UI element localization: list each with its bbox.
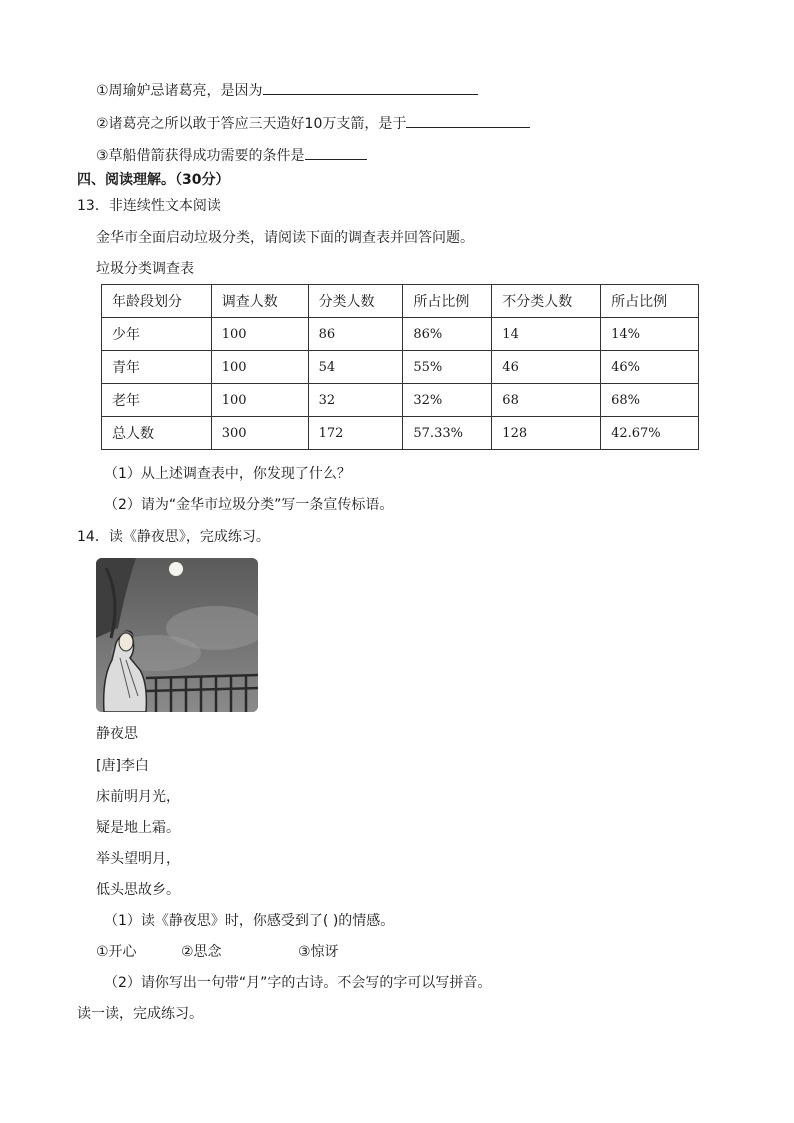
poem-line: 举头望明月， [96, 851, 180, 867]
table-row [102, 351, 699, 384]
table-cell: 100 [211, 318, 308, 351]
table-row [102, 384, 699, 417]
table-header-cell: 不分类人数 [492, 285, 601, 318]
table-header-cell: 所占比例 [601, 285, 699, 318]
table-cell: 46 [492, 351, 601, 384]
q13-heading [77, 196, 221, 216]
q13-sub-question-2: （2）请为“金华市垃圾分类”写一条宣传标语。 [104, 497, 394, 513]
table-cell: 14 [492, 318, 601, 351]
table-cell: 14% [601, 318, 699, 351]
table-row [102, 417, 699, 450]
table-cell: 55% [403, 351, 492, 384]
table-cell: 68 [492, 384, 601, 417]
table-cell: 32 [308, 384, 403, 417]
table-cell: 46% [601, 351, 699, 384]
poem-author: [唐]李白 [96, 758, 149, 774]
table-cell: 128 [492, 417, 601, 450]
table-cell: 42.67% [601, 417, 699, 450]
q14-heading [77, 527, 270, 547]
table-cell: 100 [211, 384, 308, 417]
q14-option-3[interactable]: ③惊讶 [298, 944, 339, 960]
poem-line: 低头思故乡。 [96, 882, 180, 898]
q12-item-2 [96, 113, 530, 134]
table-cell: 172 [308, 417, 403, 450]
question-title: 非连续性文本阅读 [108, 198, 221, 214]
q14-sub-question-2: （2）请你写出一句带“月”字的古诗。不会写的字可以写拼音。 [104, 975, 492, 991]
poet-moonlight-image [96, 558, 258, 712]
q13-intro: 金华市全面启动垃圾分类，请阅读下面的调查表并回答问题。 [96, 230, 474, 246]
q14-option-1[interactable]: ①开心 [96, 944, 137, 960]
footer-instruction: 读一读，完成练习。 [77, 1006, 203, 1022]
q14-sub-question-1: （1）读《静夜思》时，你感受到了( )的情感。 [104, 913, 395, 929]
q12-item-3-text: ③草船借箭获得成功需要的条件是 [96, 148, 305, 164]
table-row [102, 318, 699, 351]
question-title: 读《静夜思》，完成练习。 [108, 529, 270, 545]
table-header-cell: 分类人数 [308, 285, 403, 318]
poem-line: 床前明月光， [96, 789, 180, 805]
table-cell: 57.33% [403, 417, 492, 450]
answer-blank[interactable] [406, 113, 530, 128]
table-title: 垃圾分类调查表 [96, 261, 194, 277]
poem-line: 疑是地上霜。 [96, 820, 180, 836]
table-header-row [102, 285, 699, 318]
q13-sub-question-1: （1）从上述调查表中，你发现了什么？ [104, 466, 351, 482]
q12-item-2-text: ②诸葛亮之所以敢于答应三天造好10万支箭，是于 [96, 116, 407, 132]
question-number: 14． [77, 529, 109, 545]
table-cell: 86 [308, 318, 403, 351]
table-cell: 老年 [102, 384, 212, 417]
table-cell: 青年 [102, 351, 212, 384]
table-cell: 32% [403, 384, 492, 417]
table-header-cell: 所占比例 [403, 285, 492, 318]
table-cell: 86% [403, 318, 492, 351]
table-cell: 100 [211, 351, 308, 384]
table-cell: 总人数 [102, 417, 212, 450]
table-cell: 68% [601, 384, 699, 417]
q14-option-2[interactable]: ②思念 [181, 944, 222, 960]
answer-blank[interactable] [305, 145, 367, 160]
q12-item-3 [96, 145, 367, 166]
table-cell: 300 [211, 417, 308, 450]
answer-blank[interactable] [263, 80, 478, 95]
poem-title: 静夜思 [96, 726, 138, 742]
poem-illustration [96, 558, 258, 712]
table-header-cell: 调查人数 [211, 285, 308, 318]
table-header-cell: 年龄段划分 [102, 285, 212, 318]
table-cell: 少年 [102, 318, 212, 351]
section-heading: 四、阅读理解。（30分） [77, 172, 230, 188]
moon-icon [169, 562, 183, 576]
q12-item-1 [96, 80, 478, 101]
q12-item-1-text: ①周瑜妒忌诸葛亮，是因为 [96, 83, 263, 99]
survey-table [101, 284, 699, 450]
question-number: 13． [77, 198, 109, 214]
table-cell: 54 [308, 351, 403, 384]
